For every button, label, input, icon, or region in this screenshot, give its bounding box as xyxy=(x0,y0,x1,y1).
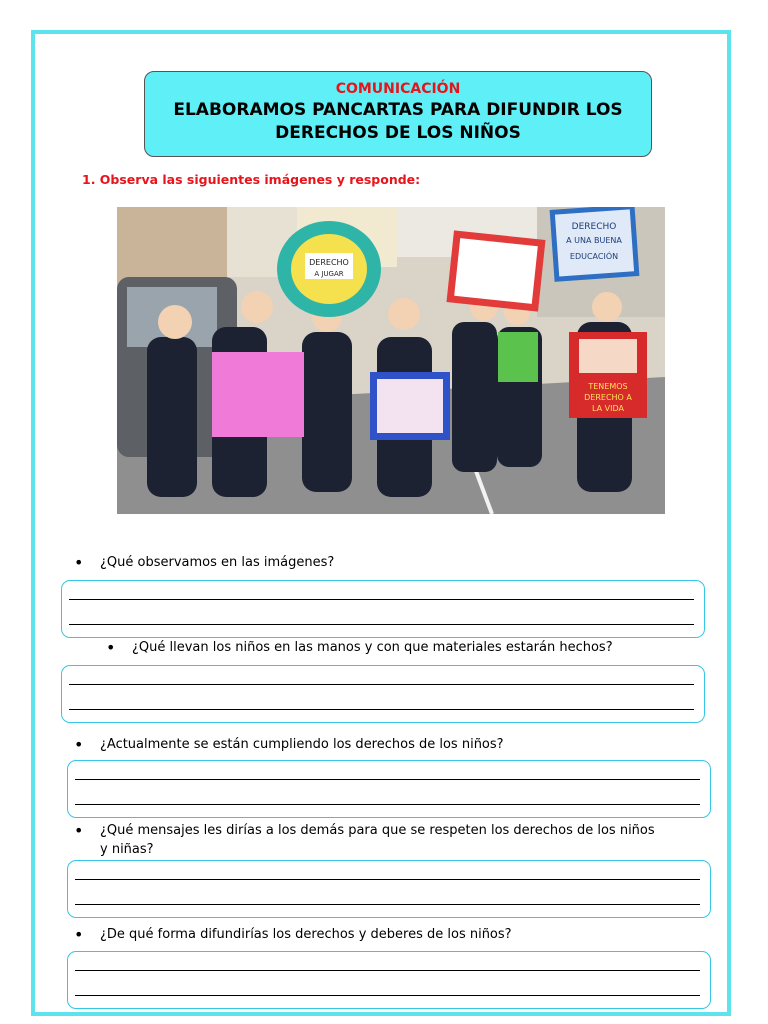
sign-text-3b: DERECHO A xyxy=(584,393,632,402)
answer-line xyxy=(75,995,700,996)
answer-line xyxy=(69,709,694,710)
answer-line xyxy=(75,970,700,971)
question-5 xyxy=(74,925,694,944)
question-4 xyxy=(74,821,674,859)
answer-box-5[interactable] xyxy=(67,951,711,1009)
sign-text-2b: A UNA BUENA xyxy=(566,236,622,245)
sign-text-3c: LA VIDA xyxy=(592,404,624,413)
answer-line xyxy=(75,904,700,905)
question-text: ¿Actualmente se están cumpliendo los derechos de los niños? xyxy=(100,737,504,752)
question-text: ¿Qué llevan los niños en las manos y con que materiales estarán hechos? xyxy=(132,640,613,655)
bullet-icon: • xyxy=(74,553,84,572)
children-march-photo xyxy=(117,207,665,514)
sign-text-2a: DERECHO xyxy=(571,222,617,232)
sign-text-3a: TENEMOS xyxy=(588,382,628,391)
question-3 xyxy=(74,735,694,754)
answer-line xyxy=(69,599,694,600)
answer-box-2[interactable] xyxy=(61,665,705,723)
bullet-icon: • xyxy=(106,638,116,657)
question-text: ¿Qué mensajes les dirías a los demás para que se respeten los derechos de los niños y niñas? xyxy=(100,823,655,857)
answer-box-1[interactable] xyxy=(61,580,705,638)
answer-box-3[interactable] xyxy=(67,760,711,818)
photo-illustration xyxy=(117,207,665,514)
answer-line xyxy=(69,684,694,685)
bullet-icon: • xyxy=(74,821,84,840)
sign-text-2c: EDUCACIÓN xyxy=(569,252,619,261)
answer-box-4[interactable] xyxy=(67,860,711,918)
page-title: ELABORAMOS PANCARTAS PARA DIFUNDIR LOS DERECHOS DE LOS NIÑOS xyxy=(173,100,623,143)
question-text: ¿Qué observamos en las imágenes? xyxy=(100,555,335,570)
question-text: ¿De qué forma difundirías los derechos y deberes de los niños? xyxy=(100,927,512,942)
bullet-icon: • xyxy=(74,925,84,944)
question-2 xyxy=(106,638,706,657)
title-box xyxy=(144,71,652,157)
sign-text-1a: DERECHO xyxy=(309,258,349,267)
question-1 xyxy=(74,553,694,572)
answer-line xyxy=(75,804,700,805)
instruction-text: 1. Observa las siguientes imágenes y responde: xyxy=(82,172,421,187)
subject-label: COMUNICACIÓN xyxy=(335,81,461,97)
answer-line xyxy=(75,779,700,780)
answer-line xyxy=(69,624,694,625)
bullet-icon: • xyxy=(74,735,84,754)
answer-line xyxy=(75,879,700,880)
sign-text-1b: A JUGAR xyxy=(314,270,344,278)
